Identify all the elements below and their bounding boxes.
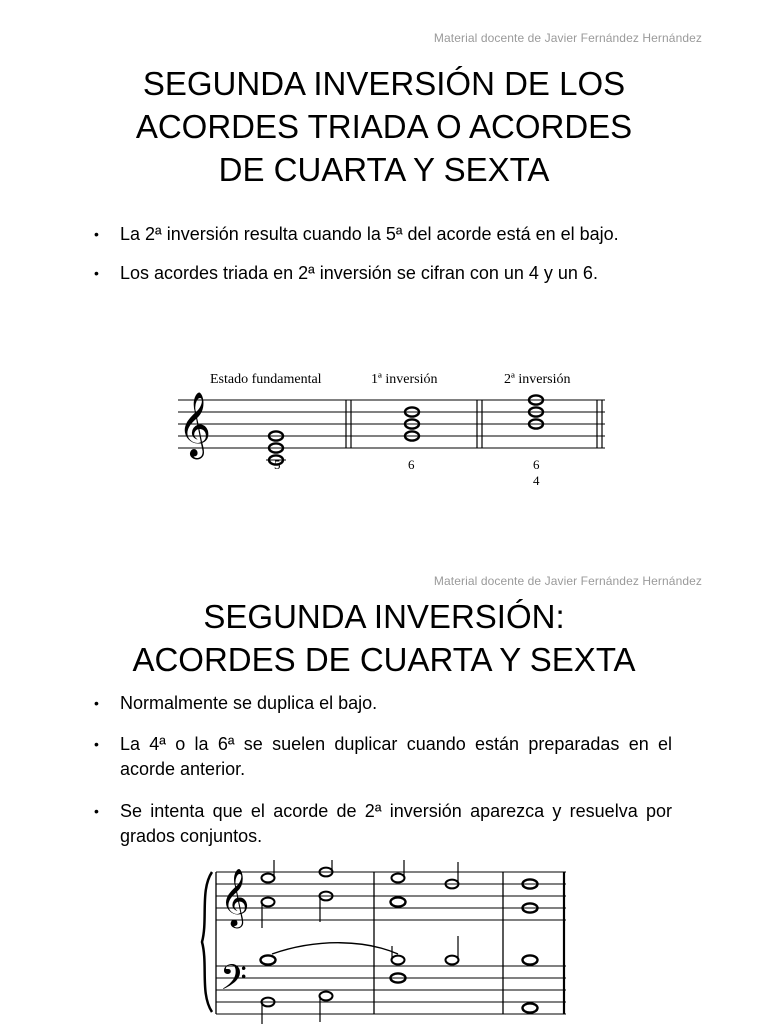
slide-2 — [0, 540, 768, 1024]
bullet-list — [92, 691, 672, 863]
treble-voices — [262, 860, 538, 928]
slide-title — [0, 595, 768, 681]
bullet-icon: • — [94, 226, 99, 242]
bullet-item — [92, 261, 672, 286]
figure-5: 5 — [274, 457, 281, 472]
bullet-icon: • — [94, 736, 99, 752]
score-label-first-inversion: 1ª inversión — [371, 372, 438, 387]
bullet-text: La 2ª inversión resulta cuando la 5ª del acorde está en el bajo. — [120, 224, 619, 244]
bullet-item — [92, 222, 672, 247]
figure-4-lower: 4 — [533, 473, 540, 488]
bass-clef-icon: 𝄢 — [220, 960, 248, 1006]
author-credit: Material docente de Javier Fernández Hernández — [433, 574, 702, 588]
figure-6: 6 — [408, 457, 415, 472]
title-line: SEGUNDA INVERSIÓN: — [203, 598, 565, 635]
bullet-icon: • — [94, 695, 99, 711]
bullet-item — [92, 691, 672, 716]
bullet-item — [92, 732, 672, 782]
slide-title — [0, 62, 768, 191]
bullet-text: La 4ª o la 6ª se suelen duplicar cuando están preparadas en el acorde anterior. — [120, 734, 672, 779]
score-label-root: Estado fundamental — [210, 372, 322, 387]
score-label-second-inversion: 2ª inversión — [504, 372, 571, 387]
treble-clef-icon: 𝄞 — [178, 394, 212, 456]
barlines — [216, 872, 564, 1014]
bullet-text: Normalmente se duplica el bajo. — [120, 693, 378, 713]
title-line: SEGUNDA INVERSIÓN DE LOS — [142, 65, 626, 102]
treble-clef-icon: 𝄞 — [220, 869, 250, 925]
figure-6-upper: 6 — [533, 457, 540, 472]
bullet-text: Se intenta que el acorde de 2ª inversión aparezca y resuelva por grados conjuntos. — [120, 801, 672, 846]
chord-inversions-score — [174, 365, 610, 490]
bullet-item — [92, 799, 672, 849]
bullet-icon: • — [94, 803, 99, 819]
title-line: DE CUARTA Y SEXTA — [218, 151, 550, 188]
brace-icon — [202, 872, 212, 1012]
bullet-text: Los acordes triada en 2ª inversión se cifran con un 4 y un 6. — [120, 263, 598, 283]
bass-voices — [261, 936, 538, 1024]
title-line: ACORDES DE CUARTA Y SEXTA — [132, 641, 636, 678]
author-credit: Material docente de Javier Fernández Hernández — [433, 31, 702, 45]
bullet-icon: • — [94, 265, 99, 281]
bullet-list — [92, 222, 672, 300]
grand-staff-example — [198, 860, 578, 1024]
staff-lines — [178, 400, 605, 448]
title-line: ACORDES TRIADA O ACORDES — [135, 108, 633, 145]
